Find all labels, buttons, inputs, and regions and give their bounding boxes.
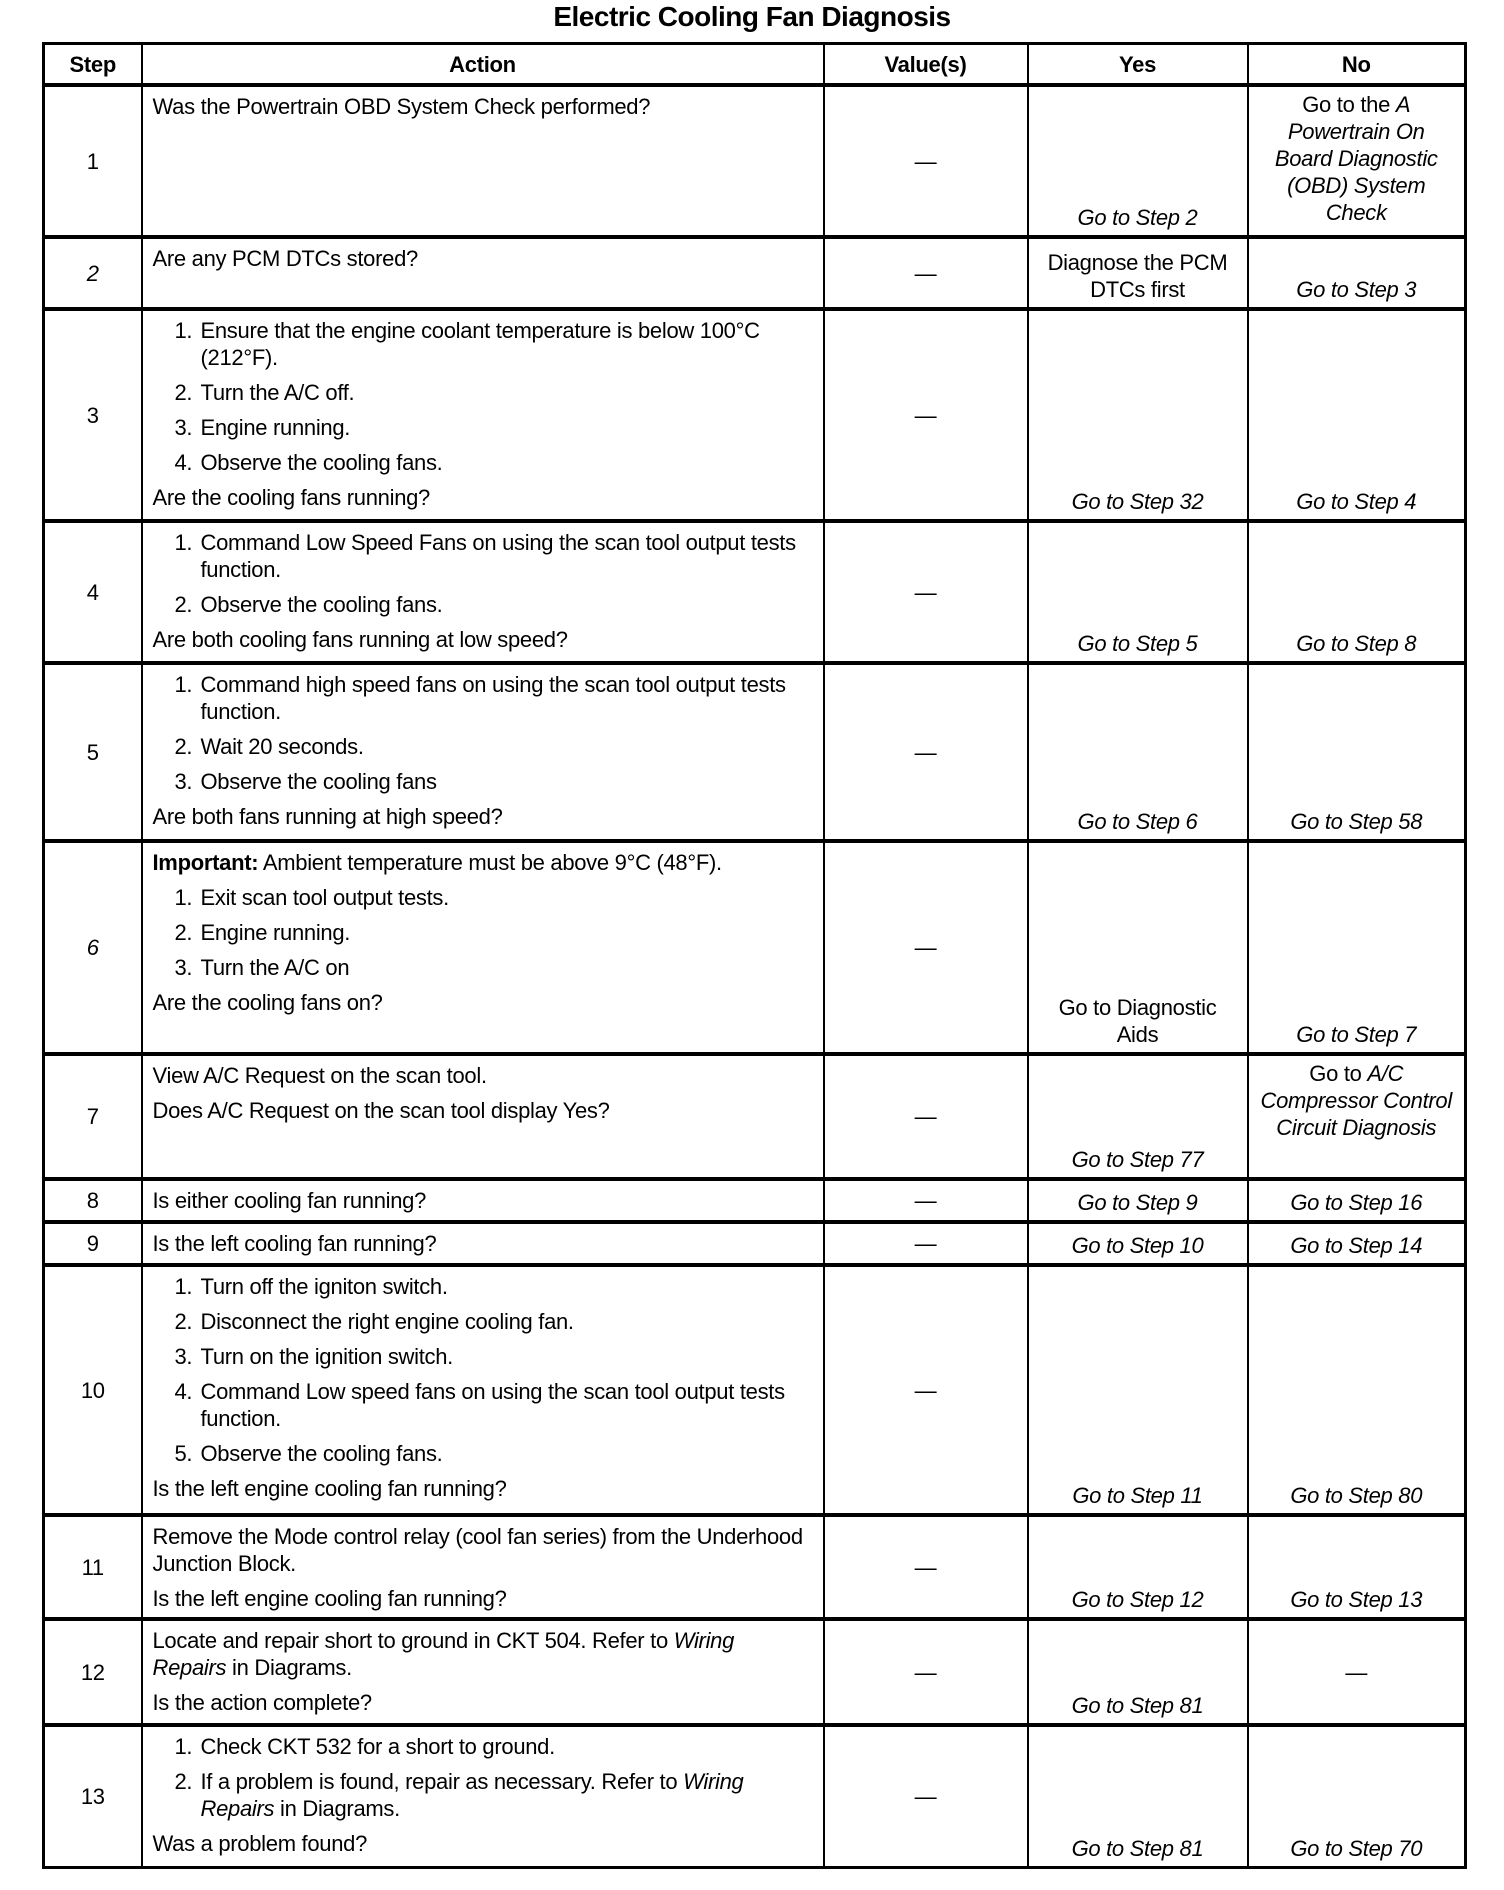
step-number: [44, 85, 142, 237]
text-segment: Go to Step 16: [1290, 1190, 1423, 1215]
step-index: 4.: [174, 1379, 193, 1404]
text-segment: Go to Step 81: [1071, 1835, 1204, 1861]
text-segment: Check CKT 532 for a short to ground.: [200, 1734, 555, 1759]
text-segment: Is the action complete?: [152, 1690, 372, 1715]
action-step: [153, 529, 813, 583]
text-segment: Go to Step 8: [1296, 631, 1417, 656]
text-segment: Locate and repair short to ground in CKT 504. Refer to: [152, 1628, 674, 1653]
no-cell: [1248, 1515, 1466, 1619]
step-text: [201, 954, 350, 981]
text-segment: Was a problem found?: [152, 1831, 368, 1856]
step-number: [44, 1619, 142, 1725]
action-step: [153, 1378, 813, 1432]
step-index: 1.: [174, 1274, 193, 1299]
text-segment: Is the left cooling fan running?: [152, 1231, 437, 1256]
value-cell: —: [824, 1515, 1028, 1619]
step-text: [201, 317, 813, 371]
table-row: [44, 309, 1466, 521]
text-segment: Remove the Mode control relay (cool fan series) from the Underhood Junction Block.: [152, 1524, 803, 1576]
table-row: [44, 85, 1466, 237]
table-row: [44, 1054, 1466, 1179]
text-segment: Are the cooling fans on?: [152, 990, 383, 1015]
step-index: 2.: [174, 1309, 193, 1334]
text-segment: Go to Step 12: [1071, 1587, 1204, 1612]
text-segment: A/C Compressor Control Circuit Diagnosis: [1260, 1061, 1452, 1140]
step-number: [44, 237, 142, 309]
text-segment: Go to Step 80: [1290, 1483, 1423, 1508]
step-label: 7: [86, 1104, 99, 1129]
action-step: [153, 671, 813, 725]
text-segment: Diagnose the PCM DTCs first: [1047, 250, 1228, 302]
value-cell: —: [824, 841, 1028, 1054]
step-label: 2: [86, 260, 99, 286]
text-segment: Go to Step 4: [1296, 489, 1417, 514]
text-segment: Go to Step 3: [1296, 277, 1417, 302]
yes-cell: [1028, 1619, 1248, 1725]
step-text: [201, 1768, 813, 1822]
text-segment: Go to Diagnostic Aids: [1058, 995, 1217, 1047]
text-segment: Are the cooling fans running?: [152, 485, 430, 510]
action-text: [153, 93, 813, 120]
text-segment: Go to Step 6: [1077, 809, 1198, 834]
text-segment: Go to Step 81: [1071, 1693, 1204, 1718]
action-step: [153, 1273, 813, 1300]
step-index: 2.: [174, 380, 193, 405]
step-label: 11: [81, 1554, 104, 1580]
yes-cell: [1028, 309, 1248, 521]
text-segment: Exit scan tool output tests.: [200, 885, 449, 910]
text-segment: Is the left engine cooling fan running?: [152, 1476, 507, 1501]
table-row: [44, 1619, 1466, 1725]
step-text: [201, 1308, 574, 1335]
action-step: [153, 449, 813, 476]
step-label: 1: [86, 148, 99, 174]
step-label: 12: [80, 1659, 105, 1685]
step-index: 3.: [174, 769, 193, 794]
no-cell: [1248, 85, 1466, 237]
action-cell: [142, 1265, 824, 1515]
page-title: Electric Cooling Fan Diagnosis: [553, 1, 951, 32]
action-text: [153, 1187, 813, 1214]
step-number: [44, 663, 142, 841]
step-number: [44, 309, 142, 521]
table-row: [44, 1179, 1466, 1222]
step-number: [44, 1515, 142, 1619]
action-text: [153, 1097, 813, 1124]
action-cell: [142, 1515, 824, 1619]
step-label: 4: [86, 579, 99, 605]
step-index: 1.: [174, 530, 193, 555]
table-row: [44, 1515, 1466, 1619]
value-cell: —: [824, 1265, 1028, 1515]
step-text: [201, 449, 443, 476]
step-text: [201, 884, 449, 911]
step-text: [201, 1273, 448, 1300]
text-segment: Was the Powertrain OBD System Check performed?: [152, 94, 651, 119]
action-step: [153, 379, 813, 406]
table-row: [44, 1265, 1466, 1515]
step-label: 8: [86, 1188, 99, 1213]
action-cell: [142, 1179, 824, 1222]
step-index: 3.: [174, 955, 193, 980]
text-segment: View A/C Request on the scan tool.: [152, 1063, 487, 1088]
action-step: [153, 1768, 813, 1822]
text-segment: Go to the: [1302, 92, 1396, 117]
action-step: [153, 591, 813, 618]
step-index: 3.: [174, 1344, 193, 1369]
table-row: [44, 663, 1466, 841]
action-cell: [142, 237, 824, 309]
yes-cell: [1028, 663, 1248, 841]
text-segment: Are any PCM DTCs stored?: [152, 246, 418, 271]
text-segment: A Powertrain On Board Diagnostic (OBD) System Check: [1274, 92, 1438, 225]
action-step: [153, 317, 813, 371]
action-text: [153, 1230, 813, 1257]
text-segment: Go to Step 10: [1071, 1233, 1204, 1258]
yes-cell: [1028, 1265, 1248, 1515]
text-segment: Wiring Repairs: [200, 1769, 744, 1821]
text-segment: Are both cooling fans running at low speed?: [152, 627, 568, 652]
text-segment: Go to Step 58: [1290, 809, 1423, 834]
no-cell: [1248, 1725, 1466, 1867]
text-segment: Go to Step 77: [1071, 1147, 1204, 1172]
text-segment: Engine running.: [200, 920, 351, 945]
step-number: [44, 841, 142, 1054]
text-segment: Turn the A/C off.: [200, 380, 355, 405]
action-cell: [142, 1619, 824, 1725]
action-step: [153, 1440, 813, 1467]
step-text: [201, 919, 351, 946]
value-cell: —: [824, 85, 1028, 237]
action-cell: [142, 1222, 824, 1265]
step-text: [201, 733, 364, 760]
yes-cell: [1028, 521, 1248, 663]
text-segment: Go to Step 2: [1077, 205, 1198, 230]
value-cell: —: [824, 1619, 1028, 1725]
action-text: [153, 1475, 813, 1502]
action-text: [153, 849, 813, 876]
header-step: Step: [44, 44, 142, 86]
text-segment: Command Low speed fans on using the scan tool output tests function.: [200, 1379, 785, 1431]
yes-cell: [1028, 1725, 1248, 1867]
action-cell: [142, 1054, 824, 1179]
action-cell: [142, 85, 824, 237]
step-number: [44, 1265, 142, 1515]
action-cell: [142, 309, 824, 521]
text-segment: Observe the cooling fans: [200, 769, 437, 794]
step-index: 5.: [174, 1441, 193, 1466]
value-cell: —: [824, 309, 1028, 521]
header-row: [44, 44, 1466, 86]
yes-cell: [1028, 1179, 1248, 1222]
step-text: [201, 1378, 813, 1432]
step-label: 6: [86, 935, 99, 960]
table-body: [44, 85, 1466, 1867]
step-index: 1.: [174, 1734, 193, 1759]
step-number: [44, 1725, 142, 1867]
text-segment: Go to Step 70: [1290, 1835, 1423, 1861]
header-yes: Yes: [1028, 44, 1248, 86]
step-number: [44, 1179, 142, 1222]
action-cell: [142, 521, 824, 663]
no-cell: [1248, 1619, 1466, 1725]
action-step: [153, 414, 813, 441]
text-segment: Turn on the ignition switch.: [200, 1344, 453, 1369]
step-label: 3: [86, 402, 99, 428]
yes-cell: [1028, 1515, 1248, 1619]
step-text: [201, 379, 355, 406]
yes-cell: [1028, 237, 1248, 309]
step-number: [44, 521, 142, 663]
text-segment: Command Low Speed Fans on using the scan tool output tests function.: [200, 530, 796, 582]
header-no: No: [1248, 44, 1466, 86]
action-step: [153, 1343, 813, 1370]
action-text: [153, 626, 813, 653]
step-number: [44, 1054, 142, 1179]
step-index: 2.: [174, 920, 193, 945]
text-segment: Turn off the igniton switch.: [200, 1274, 448, 1299]
text-segment: Does A/C Request on the scan tool display Yes?: [152, 1098, 610, 1123]
action-text: [153, 1830, 813, 1857]
action-step: [153, 1733, 813, 1760]
action-text: [153, 1062, 813, 1089]
step-text: [201, 591, 443, 618]
step-index: 1.: [174, 672, 193, 697]
action-cell: [142, 1725, 824, 1867]
no-cell: [1248, 309, 1466, 521]
table-row: [44, 237, 1466, 309]
text-segment: Are both fans running at high speed?: [152, 804, 503, 829]
yes-cell: [1028, 1054, 1248, 1179]
text-segment: Go to Step 9: [1077, 1190, 1198, 1215]
table-row: [44, 1222, 1466, 1265]
text-segment: Go to Step 5: [1077, 631, 1198, 656]
value-cell: —: [824, 521, 1028, 663]
no-cell: [1248, 841, 1466, 1054]
step-text: [201, 768, 437, 795]
text-segment: Observe the cooling fans.: [200, 450, 443, 475]
no-cell: [1248, 521, 1466, 663]
text-segment: Wiring Repairs: [152, 1628, 735, 1680]
action-text: [153, 803, 813, 830]
yes-cell: [1028, 841, 1248, 1054]
text-segment: Go to Step 14: [1290, 1233, 1423, 1258]
action-text: [153, 1523, 813, 1577]
no-cell: [1248, 1054, 1466, 1179]
step-index: 1.: [174, 885, 193, 910]
text-segment: If a problem is found, repair as necessary. Refer to: [200, 1769, 684, 1794]
step-index: 2.: [174, 592, 193, 617]
action-text: [153, 1627, 813, 1681]
diagnosis-table: [42, 42, 1467, 1869]
action-text: [153, 989, 813, 1016]
text-segment: Is the left engine cooling fan running?: [152, 1586, 507, 1611]
text-segment: Go to Step 13: [1290, 1587, 1423, 1612]
no-cell: [1248, 1222, 1466, 1265]
text-segment: Observe the cooling fans.: [200, 592, 443, 617]
step-number: [44, 1222, 142, 1265]
text-segment: Go to Step 11: [1072, 1483, 1203, 1508]
action-step: [153, 884, 813, 911]
step-label: 9: [86, 1231, 99, 1256]
value-cell: —: [824, 1222, 1028, 1265]
step-text: [201, 414, 351, 441]
text-segment: Engine running.: [200, 415, 351, 440]
no-cell: [1248, 237, 1466, 309]
text-segment: Ensure that the engine coolant temperature is below 100°C (212°F).: [200, 318, 760, 370]
action-step: [153, 954, 813, 981]
step-text: [201, 529, 813, 583]
yes-cell: [1028, 85, 1248, 237]
text-segment: Go to: [1309, 1061, 1368, 1086]
text-segment: Disconnect the right engine cooling fan.: [200, 1309, 574, 1334]
step-label: 13: [80, 1783, 105, 1809]
table-row: [44, 1725, 1466, 1867]
text-segment: Is either cooling fan running?: [152, 1188, 427, 1213]
value-cell: —: [824, 237, 1028, 309]
text-segment: in Diagrams.: [274, 1796, 400, 1821]
action-text: [153, 1585, 813, 1612]
table-row: [44, 521, 1466, 663]
action-cell: [142, 663, 824, 841]
action-text: [153, 484, 813, 511]
action-text: [153, 245, 813, 272]
step-index: 4.: [174, 450, 193, 475]
yes-cell: [1028, 1222, 1248, 1265]
value-cell: —: [824, 1725, 1028, 1867]
action-cell: [142, 841, 824, 1054]
action-text: [153, 1689, 813, 1716]
no-cell: [1248, 1179, 1466, 1222]
action-step: [153, 1308, 813, 1335]
text-segment: Go to Step 7: [1296, 1022, 1417, 1047]
no-cell: [1248, 1265, 1466, 1515]
text-segment: Turn the A/C on: [200, 955, 350, 980]
table-row: [44, 841, 1466, 1054]
step-text: [201, 671, 813, 725]
text-segment: Ambient temperature must be above 9°C (48°F).: [258, 850, 722, 875]
text-segment: Go to Step 32: [1071, 489, 1204, 514]
action-step: [153, 919, 813, 946]
text-segment: Observe the cooling fans.: [200, 1441, 443, 1466]
text-segment: Command high speed fans on using the scan tool output tests function.: [200, 672, 786, 724]
step-index: 1.: [174, 318, 193, 343]
step-label: 5: [86, 739, 99, 765]
step-index: 2.: [174, 734, 193, 759]
value-cell: —: [824, 1054, 1028, 1179]
step-text: [201, 1343, 453, 1370]
step-text: [201, 1440, 443, 1467]
value-cell: —: [824, 1179, 1028, 1222]
step-text: [201, 1733, 555, 1760]
no-cell: [1248, 663, 1466, 841]
text-segment: —: [1345, 1659, 1368, 1685]
text-segment: in Diagrams.: [226, 1655, 352, 1680]
action-step: [153, 733, 813, 760]
header-action: Action: [142, 44, 824, 86]
action-step: [153, 768, 813, 795]
header-values: Value(s): [824, 44, 1028, 86]
text-segment: Important:: [152, 850, 259, 875]
value-cell: —: [824, 663, 1028, 841]
step-index: 3.: [174, 415, 193, 440]
step-label: 10: [80, 1377, 105, 1403]
text-segment: Wait 20 seconds.: [200, 734, 364, 759]
step-index: 2.: [174, 1769, 193, 1794]
